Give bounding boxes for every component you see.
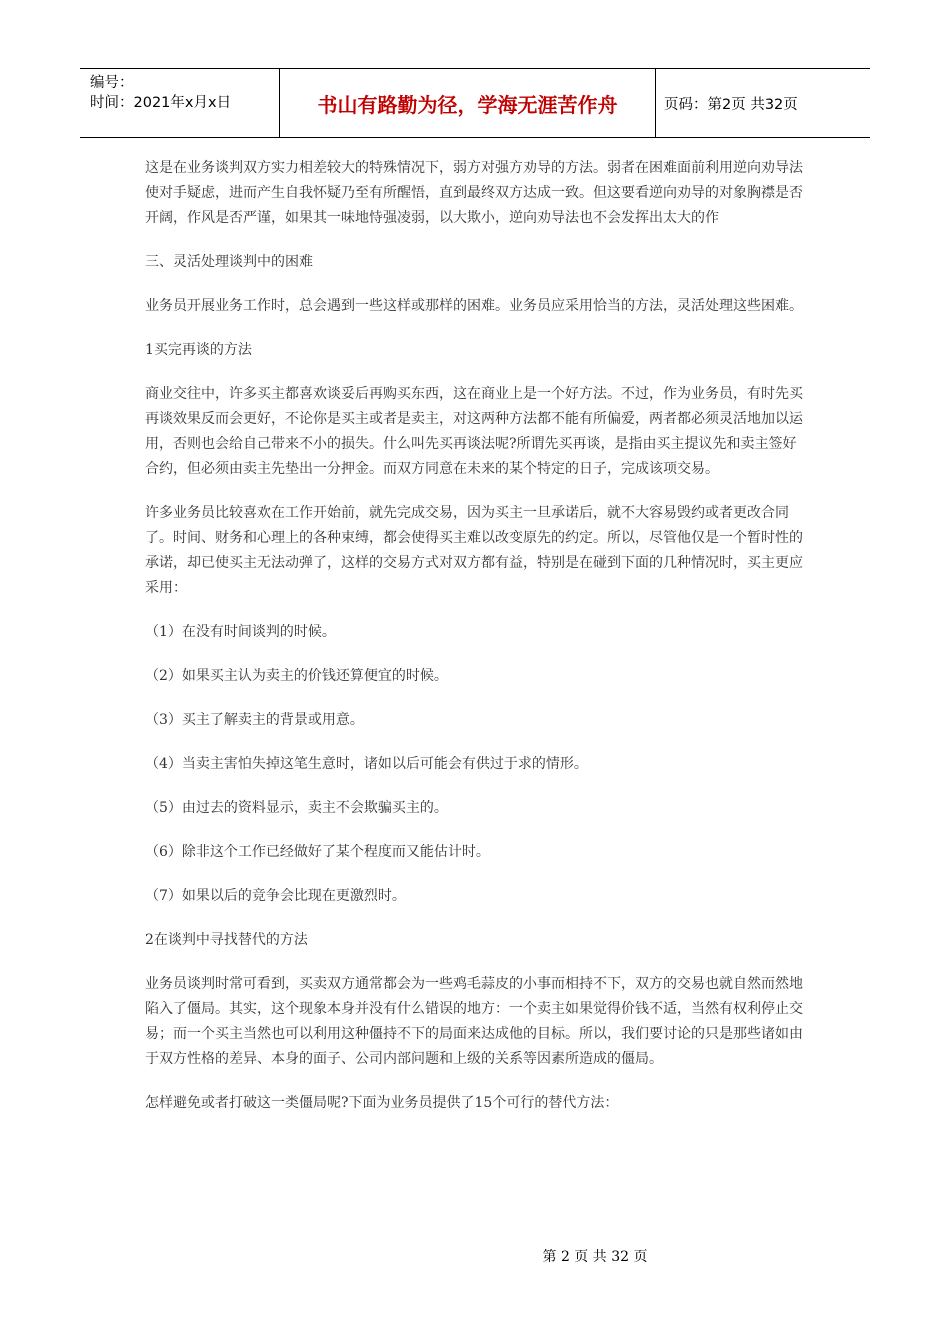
section-heading: 三、灵活处理谈判中的困难 [145,254,313,270]
header-meta [80,69,280,137]
header-motto: 书山有路勤为径，学海无涯苦作舟 [280,69,656,137]
subsection-heading: 1买完再谈的方法 [145,342,252,358]
paragraph: 商业交往中，许多买主都喜欢谈妥后再购买东西，这在商业上是一个好方法。不过，作为业务员，有时先买再谈效果反而会更好，不论你是买主或者是卖主，对这两种方法都不能有所偏爱，两者都必须灵活地加以运用，否则也会给自己带来不小的损失。什么叫先买再谈法呢?所谓先买再谈，是指由买主提议先和卖主签好合约，但必须由卖主先垫出一分押金。而双方同意在未来的某个特定的日子，完成该项交易。 [145,386,803,477]
paragraph: 怎样避免或者打破这一类僵局呢?下面为业务员提供了15个可行的替代方法： [145,1095,619,1111]
page-footer [0,1246,950,1266]
list-item: （2）如果买主认为卖主的价钱还算便宜的时候。 [145,668,448,684]
list-item: （3）买主了解卖主的背景或用意。 [145,712,364,728]
paragraph: 业务员谈判时常可看到，买卖双方通常都会为一些鸡毛蒜皮的小事而相持不下，双方的交易也就自然而然地陷入了僵局。其实，这个现象本身并没有什么错误的地方：一个卖主如果觉得价钱不适，当然有权利停止交易；而一个买主当然也可以利用这种僵持不下的局面来达成他的目标。所以，我们要讨论的只是那些诸如由于双方性格的差异、本身的面子、公司内部问题和上级的关系等因素所造成的僵局。 [145,976,803,1067]
document-header [80,68,870,138]
subsection-heading: 2在谈判中寻找替代的方法 [145,932,308,948]
time-label: 时间：2021年x月x日 [90,95,232,111]
list-item: （6）除非这个工作已经做好了某个程度而又能估计时。 [145,844,490,860]
list-item: （1）在没有时间谈判的时候。 [145,624,336,640]
list-item: （4）当卖主害怕失掉这笔生意时，诸如以后可能会有供过于求的情形。 [145,756,588,772]
footer-page-number: 第 2 页 共 32 页 [542,1249,648,1265]
header-page-info: 页码：第2页 共32页 [664,96,798,113]
paragraph: 业务员开展业务工作时，总会遇到一些这样或那样的困难。业务员应采用恰当的方法，灵活处理这些困难。 [145,298,803,314]
number-label: 编号： [90,75,134,91]
list-item: （5）由过去的资料显示，卖主不会欺骗买主的。 [145,800,448,816]
paragraph: 许多业务员比较喜欢在工作开始前，就先完成交易，因为买主一旦承诺后，就不大容易毁约或者更改合同了。时间、财务和心理上的各种束缚，都会使得买主难以改变原先的约定。所以，尽管他仅是一个暂时性的承诺，却已使买主无法动弹了，这样的交易方式对双方都有益，特别是在碰到下面的几种情况时，买主更应采用： [145,505,803,596]
document-body [145,156,805,1135]
list-item: （7）如果以后的竞争会比现在更激烈时。 [145,888,406,904]
paragraph: 这是在业务谈判双方实力相差较大的特殊情况下，弱方对强方劝导的方法。弱者在困难面前利用逆向劝导法使对手疑虑，进而产生自我怀疑乃至有所醒悟，直到最终双方达成一致。但这要看逆向劝导的对象胸襟是否开阔，作风是否严谨，如果其一味地恃强凌弱，以大欺小，逆向劝导法也不会发挥出太大的作 [145,160,803,226]
